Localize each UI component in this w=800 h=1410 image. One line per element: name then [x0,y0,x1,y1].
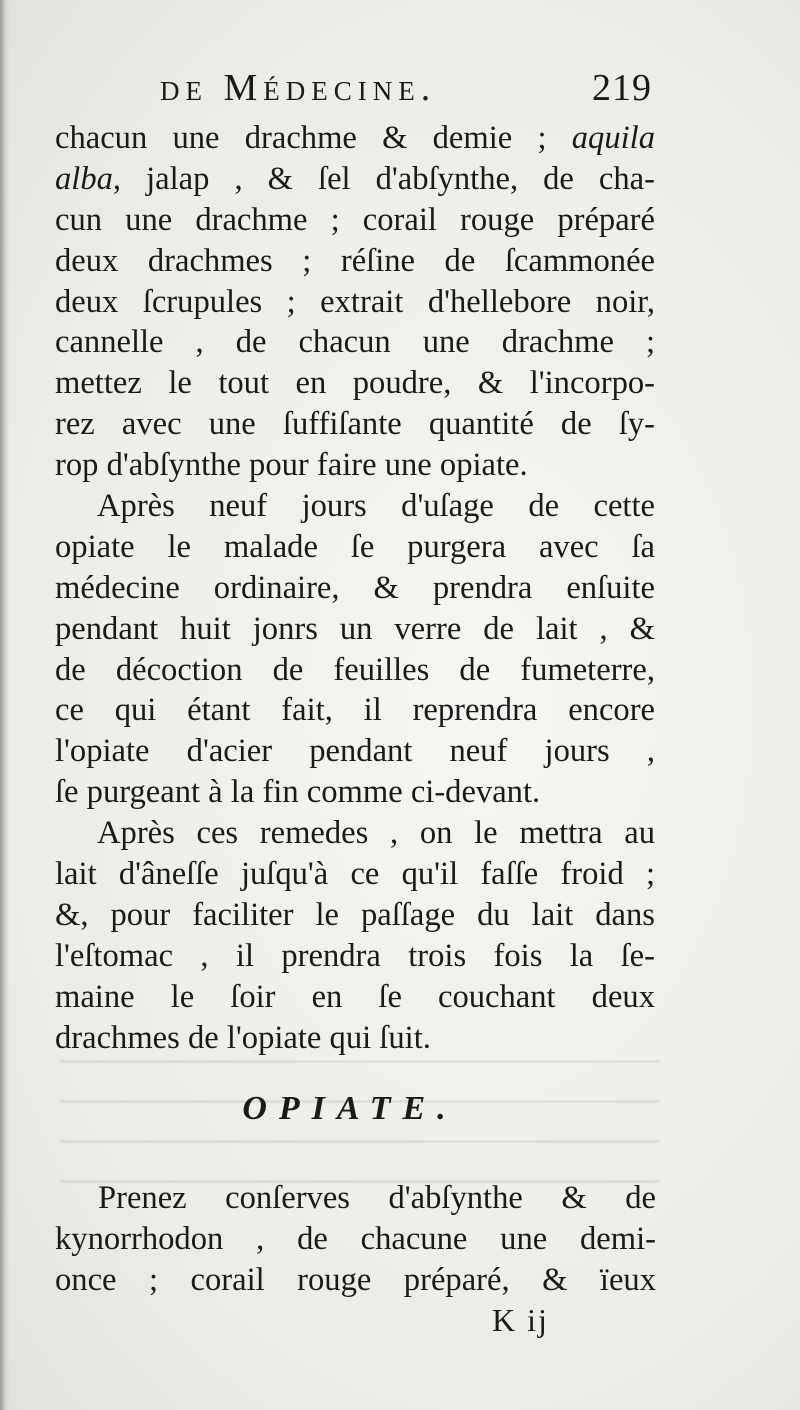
text-line: ce qui étant fait, il reprendra encore [55,692,655,729]
text-line: drachmes de l'opiate qui ſuit. [55,1019,431,1056]
text-line: cun une drachme ; corail rouge préparé [55,201,655,238]
italic-term: alba [55,160,113,197]
text-line: pendant huit jonrs un verre de lait , & [55,610,655,647]
italic-term: aquila [571,120,655,156]
signature-mark: K ij [492,1302,549,1338]
running-title: de Médecine. [160,67,437,109]
text-line [55,118,655,159]
text-line: cannelle , de chacun une drachme ; [55,324,655,361]
section-heading: OPIATE. [242,1090,458,1127]
text-line: médecine ordinaire, & prendra enſuite [55,569,655,606]
text-line: rop d'abſynthe pour faire une opiate. [55,447,528,484]
text-line: deux drachmes ; réſine de ſcammonée [55,242,655,279]
text-line [55,159,655,200]
text-line: rez avec une ſuffiſante quantité de ſy- [55,406,655,443]
text-line: Prenez conſerves d'abſynthe & de [98,1180,656,1216]
text-line: Après ces remedes , on le mettra au [97,815,655,852]
text-line: lait d'âneſſe juſqu'à ce qu'il faſſe froid ; [55,856,655,893]
text-line: mettez le tout en poudre, & l'incorpo- [55,365,655,402]
text-line: deux ſcrupules ; extrait d'hellebore noir, [55,283,655,320]
text-line: Après neuf jours d'uſage de cette [97,488,655,525]
text-fragment: , jalap , & ſel d'abſynthe, de cha- [112,160,655,197]
text-line: de décoction de feuilles de fumeterre, [55,651,655,688]
text-line: l'eſtomac , il prendra trois fois la ſe- [55,937,655,974]
running-header [160,66,660,116]
text-line: kynorrhodon , de chacune une demi- [55,1221,656,1257]
page-gutter-shadow [0,0,10,1410]
text-line: ſe purgeant à la fin comme ci-devant. [55,774,541,811]
text-line: once ; corail rouge préparé, & ïeux [55,1261,656,1298]
text-line: &, pour faciliter le paſſage du lait dans [55,896,655,933]
text-line: maine le ſoir en ſe couchant deux [55,978,655,1015]
body-text-continued [98,1178,656,1219]
text-line: opiate le malade ſe purgera avec ſa [55,528,655,565]
text-line: l'opiate d'acier pendant neuf jours , [55,733,655,770]
body-text-continued-2 [55,1219,656,1301]
text-fragment: chacun une drachme & demie ; [55,120,572,156]
page-number: 219 [592,67,652,109]
body-text [55,118,655,1058]
